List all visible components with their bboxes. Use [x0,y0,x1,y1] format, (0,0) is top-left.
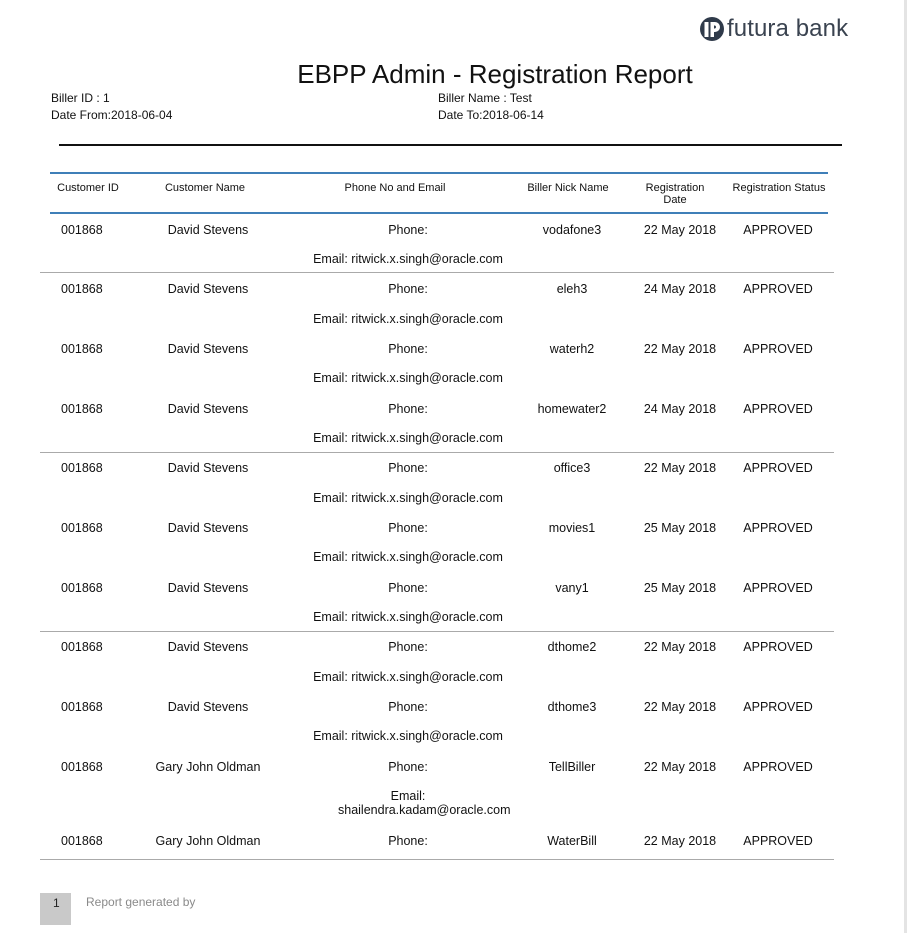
row-divider [40,859,834,860]
cell-email: Email: ritwick.x.singh@oracle.com [313,312,503,326]
cell-registration-date: 22 May 2018 [643,700,717,714]
cell-status: APPROVED [743,640,813,654]
cell-phone: Phone: [388,461,428,475]
cell-nick-name: eleh3 [556,282,588,296]
cell-customer-name: David Stevens [167,282,249,296]
cell-registration-date: 22 May 2018 [643,760,717,774]
cell-phone: Phone: [388,581,428,595]
header-nick-name: Biller Nick Name [527,182,609,194]
cell-customer-id: 001868 [61,834,103,848]
cell-phone: Phone: [388,402,428,416]
cell-email: Email: ritwick.x.singh@oracle.com [313,371,503,385]
cell-phone: Phone: [388,342,428,356]
cell-nick-name: homewater2 [537,402,607,416]
cell-registration-date: 25 May 2018 [643,521,717,535]
cell-nick-name: TellBiller [548,760,596,774]
biller-id: Biller ID : 1 [51,91,110,105]
cell-status: APPROVED [743,581,813,595]
header-customer-id: Customer ID [57,182,119,194]
cell-nick-name: dthome3 [547,700,597,714]
cell-registration-date: 22 May 2018 [643,461,717,475]
cell-nick-name: vany1 [555,581,589,595]
cell-customer-name: David Stevens [167,521,249,535]
cell-phone: Phone: [388,521,428,535]
report-generated-by: Report generated by [86,895,196,909]
cell-customer-name: David Stevens [167,640,249,654]
cell-registration-date: 22 May 2018 [643,223,717,237]
cell-phone: Phone: [388,223,428,237]
page-number-box [40,893,71,925]
cell-email: Email: ritwick.x.singh@oracle.com [313,670,503,684]
cell-customer-id: 001868 [61,640,103,654]
cell-registration-date: 24 May 2018 [643,402,717,416]
header-registration-date-line1: Registration [645,182,705,194]
header-phone-email: Phone No and Email [344,182,446,194]
cell-registration-date: 24 May 2018 [643,282,717,296]
date-from: Date From:2018-06-04 [51,108,173,122]
cell-customer-id: 001868 [61,521,103,535]
cell-registration-date: 22 May 2018 [643,834,717,848]
cell-nick-name: WaterBill [547,834,597,848]
cell-customer-name: David Stevens [167,461,249,475]
cell-email: Email: ritwick.x.singh@oracle.com [313,431,503,445]
cell-phone: Phone: [388,834,428,848]
cell-registration-date: 22 May 2018 [643,640,717,654]
cell-customer-name: David Stevens [167,342,249,356]
brand-name: futura bank [727,15,849,42]
cell-email: Email: ritwick.x.singh@oracle.com [313,252,503,266]
cell-status: APPROVED [743,700,813,714]
biller-name: Biller Name : Test [438,91,532,105]
brand-logo [700,14,848,44]
date-to: Date To:2018-06-14 [438,108,544,122]
header-divider [59,144,842,146]
cell-customer-id: 001868 [61,581,103,595]
cell-registration-date: 22 May 2018 [643,342,717,356]
cell-customer-name: David Stevens [167,223,249,237]
cell-nick-name: office3 [553,461,591,475]
cell-customer-name: David Stevens [167,700,249,714]
cell-customer-name: David Stevens [167,581,249,595]
cell-email: Email: ritwick.x.singh@oracle.com [313,610,503,624]
cell-phone: Phone: [388,760,428,774]
cell-status: APPROVED [743,342,813,356]
table-header [50,172,828,214]
row-divider [40,631,834,632]
cell-status: APPROVED [743,223,813,237]
cell-customer-id: 001868 [61,282,103,296]
header-registration-status: Registration Status [732,182,826,194]
cell-status: APPROVED [743,461,813,475]
cell-customer-id: 001868 [61,700,103,714]
cell-email: Email: ritwick.x.singh@oracle.com [313,491,503,505]
header-customer-name: Customer Name [164,182,246,194]
cell-customer-id: 001868 [61,342,103,356]
row-divider [40,272,834,273]
row-divider [40,452,834,453]
cell-nick-name: dthome2 [547,640,597,654]
cell-phone: Phone: [388,282,428,296]
cell-customer-id: 001868 [61,402,103,416]
cell-status: APPROVED [743,282,813,296]
cell-customer-id: 001868 [61,223,103,237]
cell-customer-name: Gary John Oldman [155,834,261,848]
fp-monogram-icon [700,16,724,42]
cell-customer-id: 001868 [61,461,103,475]
cell-email: Email: ritwick.x.singh@oracle.com [313,729,503,743]
cell-nick-name: waterh2 [549,342,595,356]
report-title: EBPP Admin - Registration Report [297,59,693,89]
cell-status: APPROVED [743,402,813,416]
cell-registration-date: 25 May 2018 [643,581,717,595]
cell-email: Email: shailendra.kadam@oracle.com [338,789,511,817]
cell-nick-name: movies1 [548,521,596,535]
cell-status: APPROVED [743,760,813,774]
page-number: 1 [53,896,60,910]
cell-phone: Phone: [388,700,428,714]
cell-email: Email: ritwick.x.singh@oracle.com [313,550,503,564]
cell-status: APPROVED [743,521,813,535]
header-registration-date [630,182,720,206]
cell-customer-name: David Stevens [167,402,249,416]
cell-status: APPROVED [743,834,813,848]
cell-customer-id: 001868 [61,760,103,774]
header-registration-date-line2: Date [663,194,687,206]
cell-phone: Phone: [388,640,428,654]
cell-nick-name: vodafone3 [542,223,602,237]
cell-customer-name: Gary John Oldman [155,760,261,774]
